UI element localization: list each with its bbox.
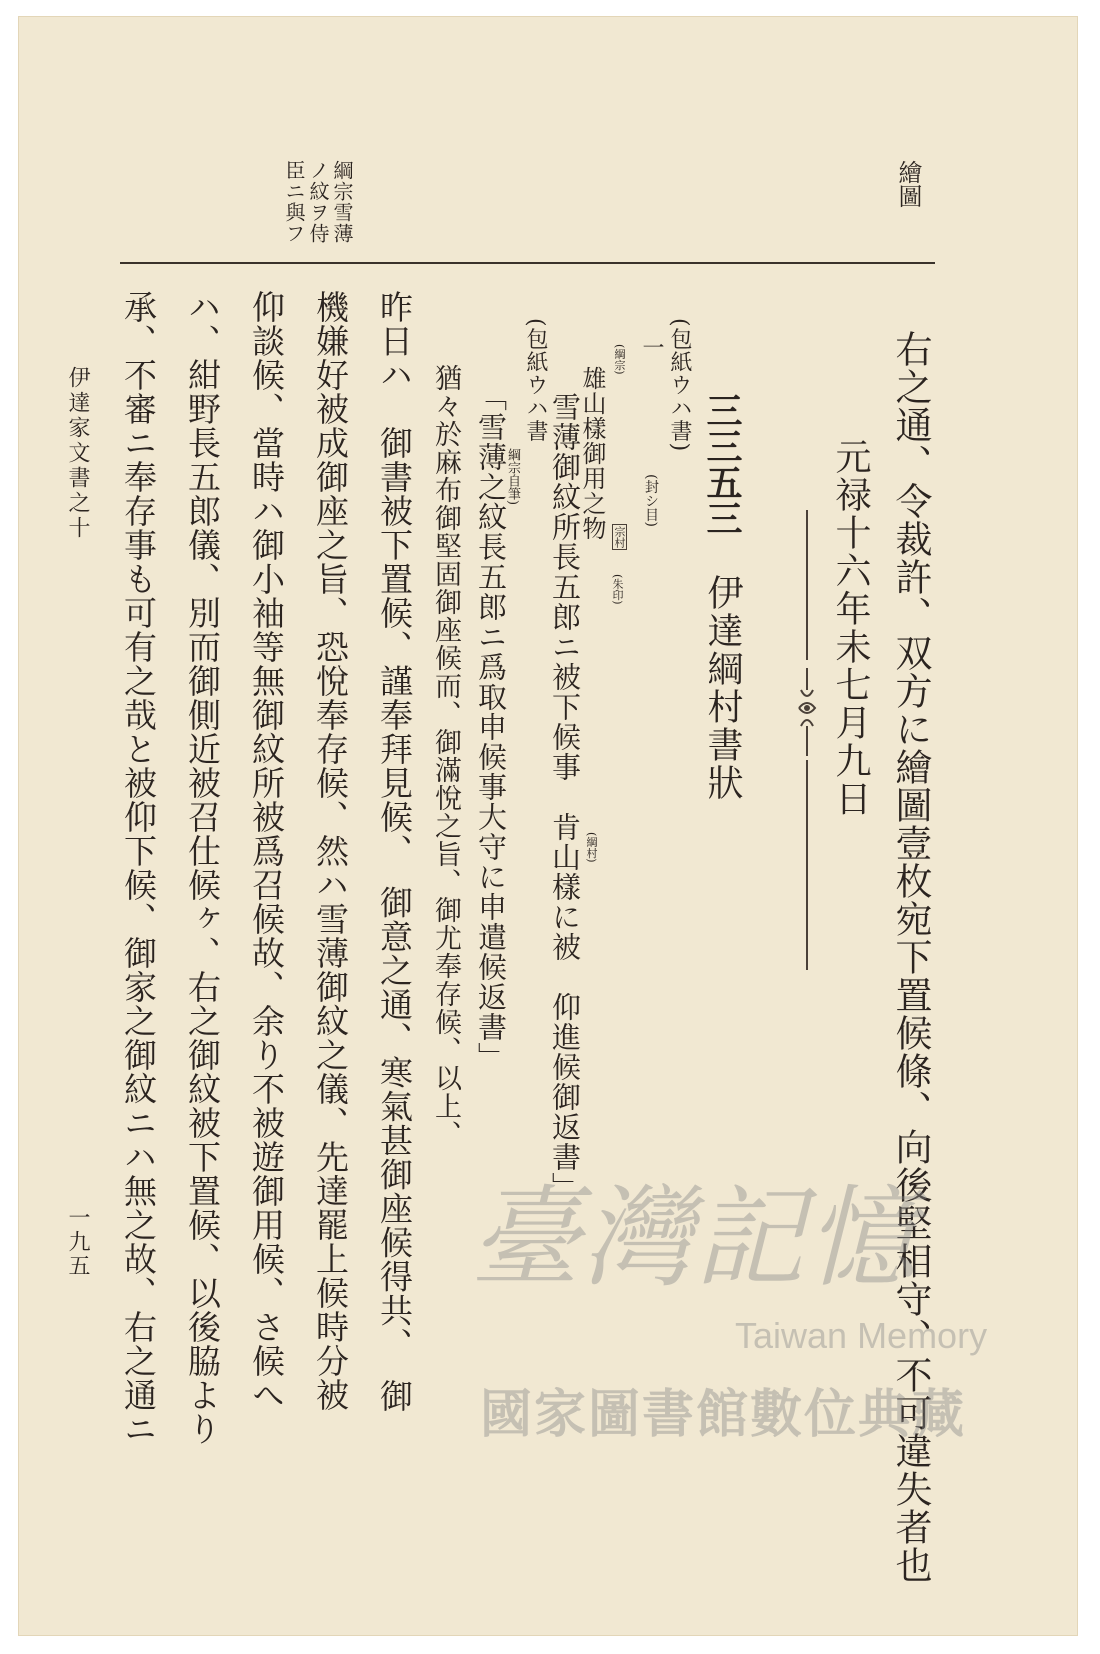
- seal-name: 宗村: [613, 526, 626, 548]
- item-heading: 雄山樣御用之物: [578, 366, 606, 541]
- watermark-subtitle: Taiwan Memory: [735, 1315, 988, 1356]
- letter-line-5: 承、不審ニ奉存事も可有之哉と被仰下候、御家之御紋ニハ無之故、右之通ニ: [119, 290, 158, 1446]
- wrapper-note: (包紙ウハ書): [667, 318, 692, 453]
- divider-line-top: [806, 510, 808, 660]
- document-date: 元禄十六年未七月九日: [830, 438, 871, 818]
- watermark-logo: 臺灣記憶: [470, 1174, 918, 1302]
- letter-line-4: ハ、紺野長五郎儀、別而御側近被召仕候ヶ、右之御紋被下置候、以後脇より: [183, 290, 222, 1446]
- annotation-tsunamune: (綱宗): [613, 344, 626, 375]
- watermark-org: 國家圖書館數位典藏: [480, 1386, 967, 1444]
- item-text: 雪薄御紋所長五郎ニ被下候事 肯山樣に被 仰進候御返書」: [548, 392, 582, 1202]
- document-number: 三三五三: [701, 392, 743, 536]
- annotation-tsunamura: (綱村): [585, 832, 598, 863]
- wrapper-note-2: (包紙ウハ書: [523, 318, 548, 443]
- margin-note: 綱宗雪薄ノ紋ヲ侍臣ニ與フ: [282, 160, 354, 244]
- main-text: 右之通、令裁許、双方に繪圖壹枚宛下置候條、向後堅相守、不可違失者也: [889, 330, 932, 1584]
- divider-ornament-icon: [792, 668, 822, 756]
- vermilion-seal-note: (朱印): [611, 574, 624, 605]
- wrapper-text: 「雪薄之紋長五郎ニ爲取申候事大守に申遣候返書」: [474, 382, 508, 1072]
- divider-line-bottom: [806, 760, 808, 970]
- seal-mark-note: (封シ目): [643, 474, 659, 527]
- item-marker: 一: [639, 336, 664, 359]
- document-title: 伊達綱村書狀: [702, 574, 743, 802]
- page-number: 一九五: [65, 1206, 90, 1278]
- page-header-title: 繪圖: [894, 160, 922, 208]
- letter-line-2: 機嫌好被成御座之旨、恐悅奉存候、然ハ雪薄御紋之儀、先達罷上候時分被: [311, 290, 350, 1412]
- letter-line-3: 仰談候、當時ハ御小袖等無御紋所被爲召候故、余り不被遊御用候、さ候へ: [247, 290, 286, 1412]
- letter-line-1: 昨日ハ 御書被下置候、謹奉拜見候、 御意之通、寒氣甚御座候得共、 御: [375, 290, 414, 1413]
- autograph-annotation: 綱宗自筆): [505, 448, 520, 506]
- header-rule: [120, 262, 935, 264]
- book-title: 伊達家文書之十: [65, 366, 90, 541]
- postscript: 猶々於麻布御堅固御座候而、御滿悅之旨、御尤奉存候、以上、: [430, 364, 461, 1148]
